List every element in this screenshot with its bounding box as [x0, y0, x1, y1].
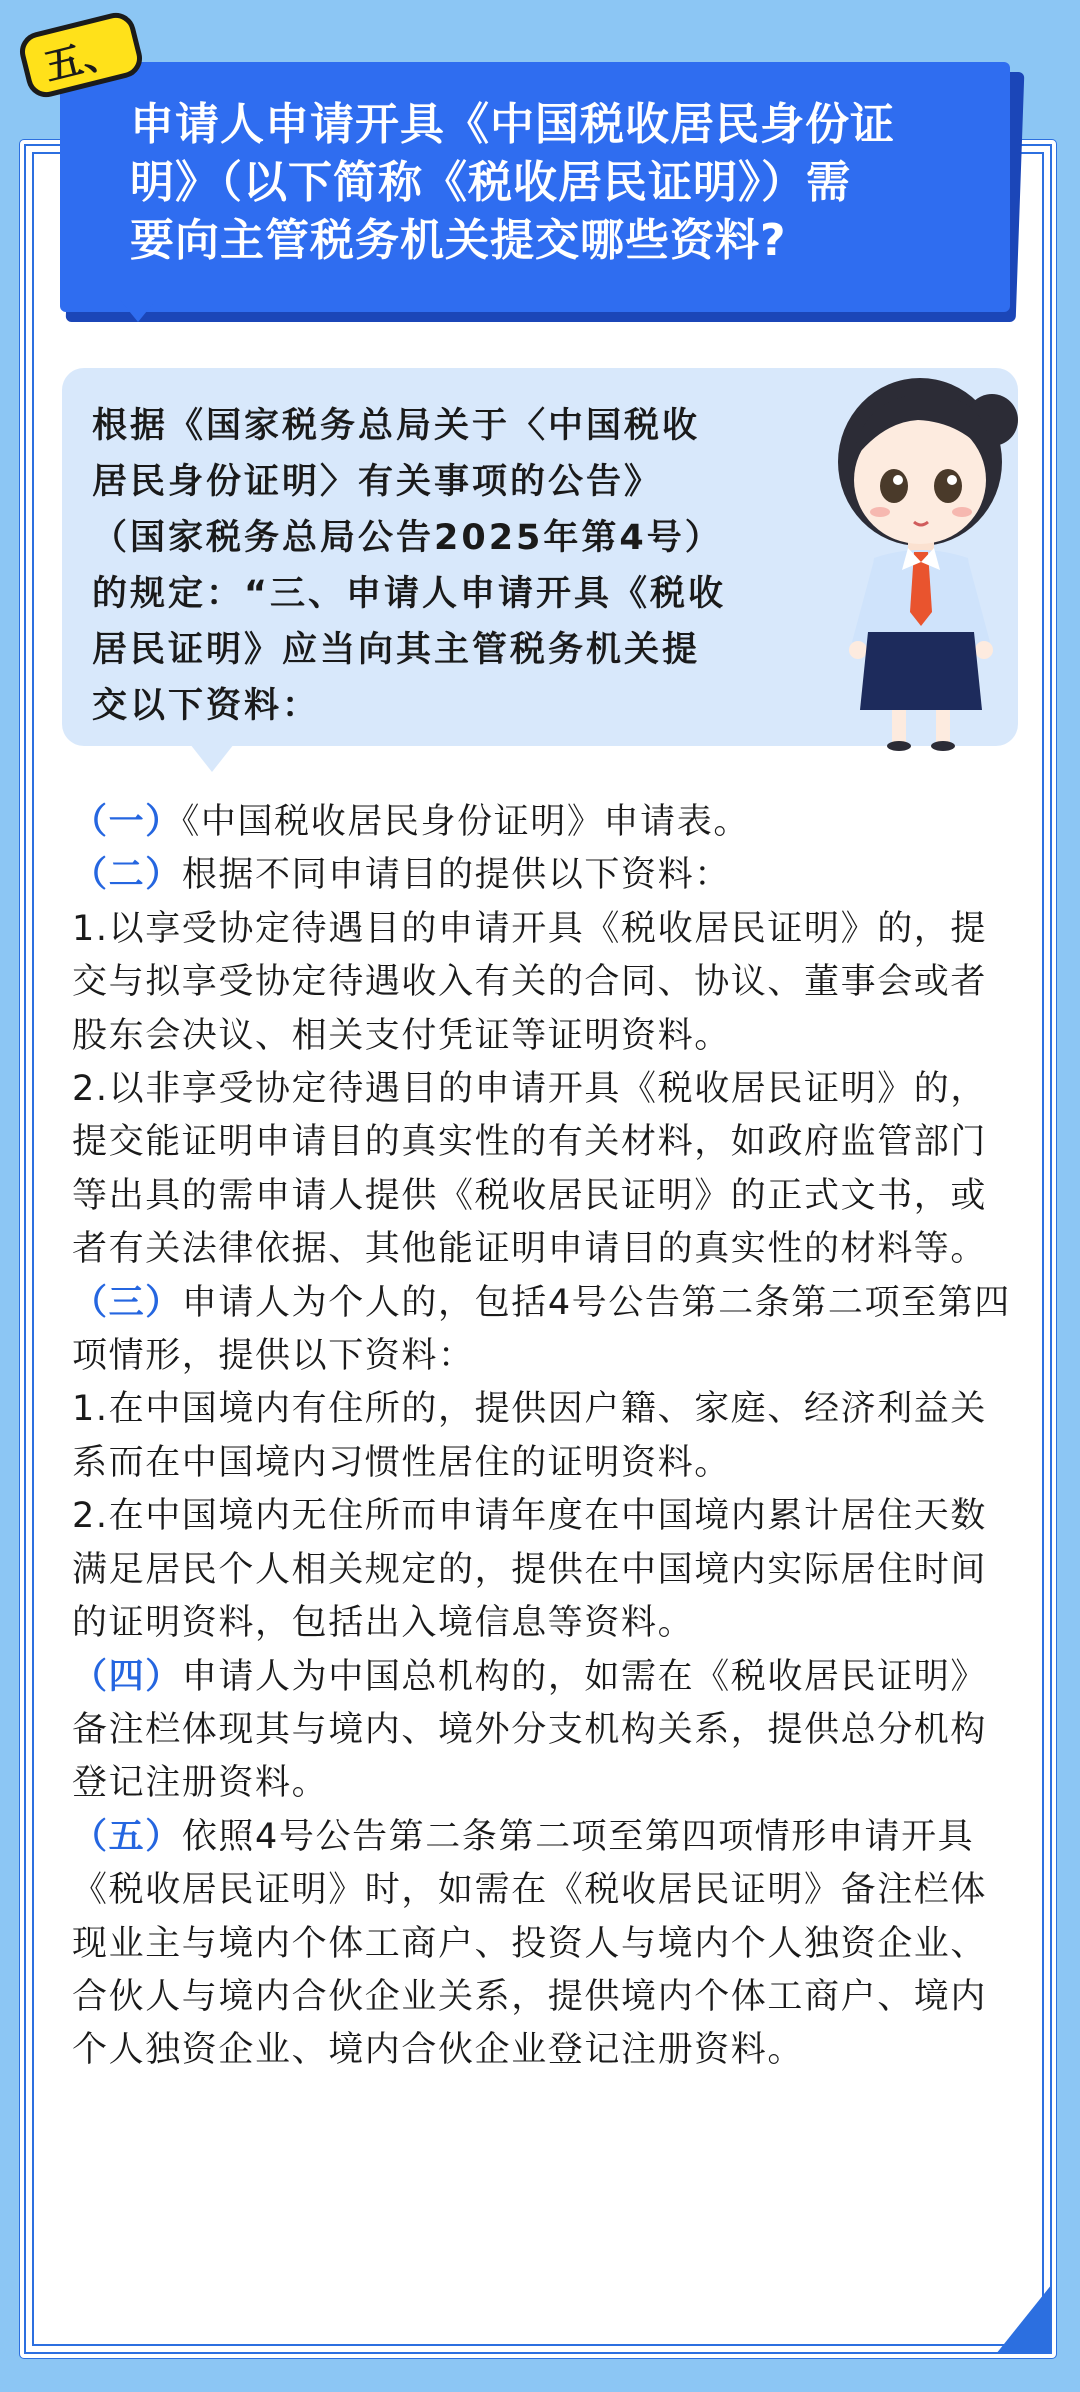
list-item: 2.在中国境内无住所而申请年度在中国境内累计居住天数满足居民个人相关规定的，提供在中国境内实际居住时间的证明资料，包括出入境信息等资料。: [72, 1496, 988, 1644]
title-line: 要向主管税务机关提交哪些资料?: [130, 215, 787, 266]
section-label: （四）: [72, 1656, 182, 1697]
quote-text: [92, 398, 842, 734]
section-1: [72, 796, 1012, 849]
section-text: 《中国税收居民身份证明》申请表。: [181, 802, 750, 842]
quote-line: 居民证明》应当向其主管税务机关提: [92, 630, 701, 670]
quote-tail: [190, 744, 234, 772]
section-label: （五）: [72, 1816, 182, 1857]
section-number-badge: 五、: [16, 9, 146, 102]
section-text: 根据不同申请目的提供以下资料：: [181, 855, 731, 896]
section-5: [72, 1811, 1012, 2078]
section-2: [72, 849, 1012, 902]
section-text: 依照4号公告第二条第二项至第四项情形申请开具《税收居民证明》时，如需在《税收居民证明》备注栏体现业主与境内个体工商户、投资人与境内个人独资企业、合伙人与境内合伙企业关系，提供境内个体工商户、境内个人独资企业、境内合伙企业登记注册资料。: [72, 1816, 988, 2071]
section-text: 申请人为个人的，包括4号公告第二条第二项至第四项情形，提供以下资料：: [72, 1282, 1011, 1377]
title-line: 申请人申请开具《中国税收居民身份证: [130, 99, 895, 150]
list-item: 1.以享受协定待遇目的申请开具《税收居民证明》的，提交与拟享受协定待遇收入有关的合同、协议、董事会或者股东会决议、相关支付凭证等证明资料。: [72, 908, 988, 1056]
quote-line: 的规定：“三、申请人申请开具《税收: [92, 574, 727, 614]
question-title: [130, 96, 950, 270]
header-tail: [120, 300, 156, 322]
section-3: [72, 1277, 1012, 1384]
page-fold-corner: [996, 2284, 1052, 2354]
quote-line: 根据《国家税务总局关于〈中国税收: [92, 406, 701, 446]
answer-content: [72, 796, 1012, 2078]
section-4: [72, 1651, 1012, 1811]
question-header: [60, 62, 1010, 312]
quote-line: （国家税务总局公告2025年第4号）: [92, 518, 723, 558]
title-line: 明》（以下简称《税收居民证明》）需: [130, 157, 851, 208]
list-item: 1.在中国境内有住所的，提供因户籍、家庭、经济利益关系而在中国境内习惯性居住的证明资料。: [72, 1389, 987, 1483]
list-item: 2.以非享受协定待遇目的申请开具《税收居民证明》的，提交能证明申请目的真实性的有关材料，如政府监管部门等出具的需申请人提供《税收居民证明》的正式文书，或者有关法律依据、其他能证明申请目的真实性的材料等。: [72, 1069, 988, 1270]
section-text: 申请人为中国总机构的，如需在《税收居民证明》备注栏体现其与境内、境外分支机构关系，提供总分机构登记注册资料。: [72, 1656, 988, 1804]
section-label: （三）: [72, 1282, 182, 1323]
quote-line: 居民身份证明〉有关事项的公告》: [92, 462, 663, 502]
section-label: （一）: [72, 802, 182, 842]
quote-line: 交以下资料：: [92, 686, 321, 726]
tax-officer-mascot-icon: [822, 362, 1032, 752]
section-label: （二）: [72, 855, 182, 896]
